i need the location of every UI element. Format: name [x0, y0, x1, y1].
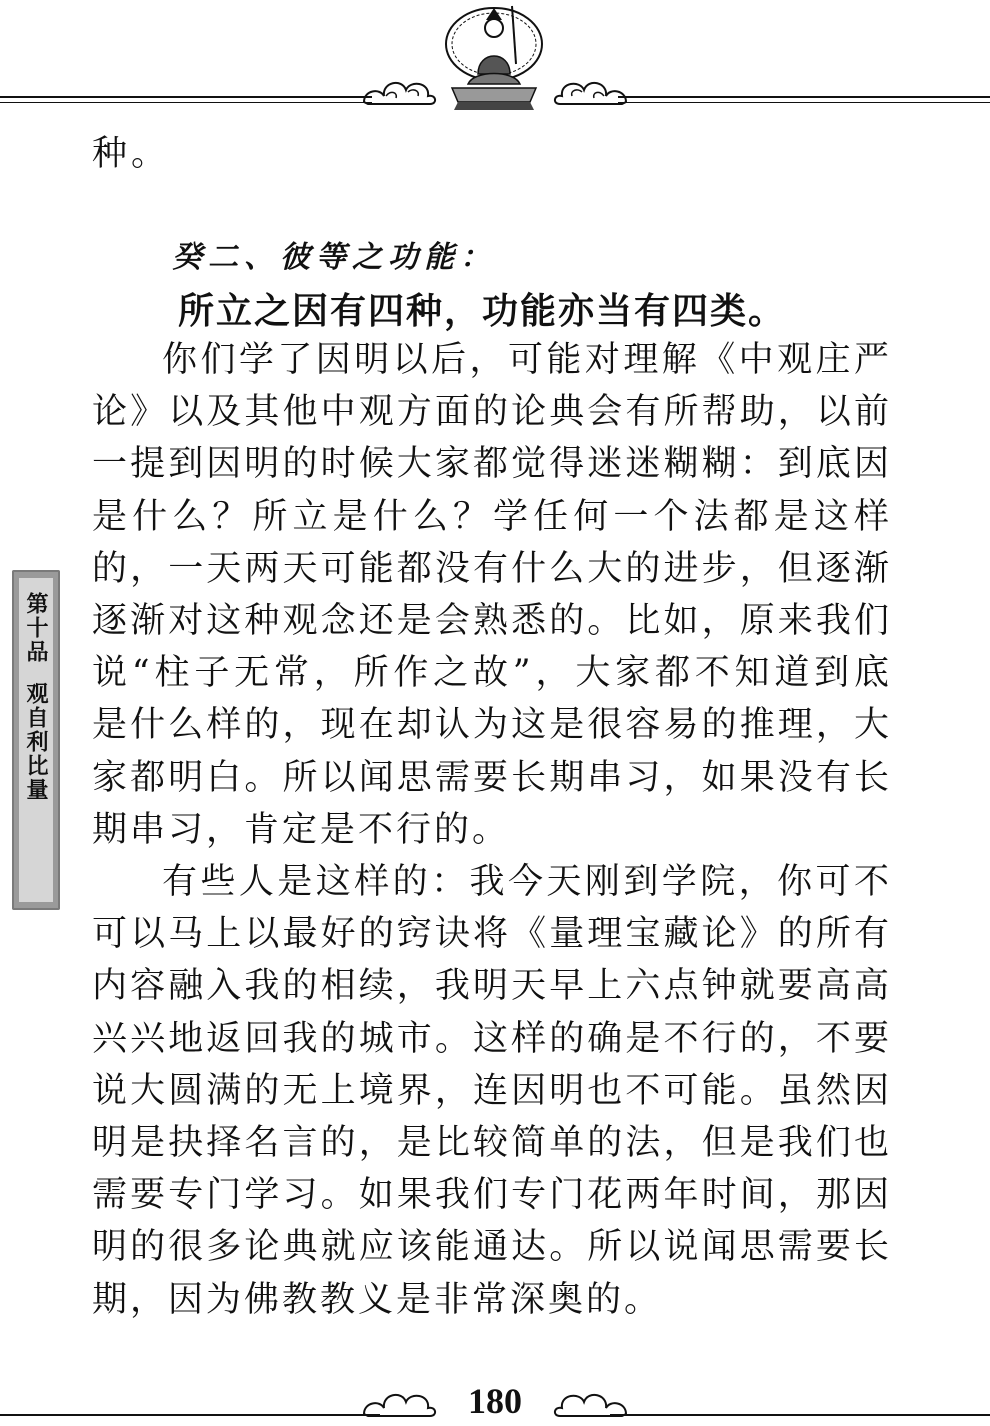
header-rule-right: [618, 96, 990, 98]
cloud-left-icon: [360, 72, 440, 108]
chapter-side-tab-inner: [19, 578, 53, 902]
chapter-number: 第十品: [23, 592, 49, 664]
header-rule-left: [0, 96, 372, 98]
page-header: [0, 0, 990, 120]
previous-line-end: 种。: [92, 134, 171, 174]
page-number: 180: [468, 1381, 522, 1421]
verse-line: 所立之因有四种，功能亦当有四类。: [178, 291, 787, 332]
header-rule-left-2: [0, 102, 372, 103]
section-heading: 癸二、彼等之功能：: [172, 240, 496, 275]
paragraph: 你们学了因明以后，可能对理解《中观庄严论》以及其他中观方面的论典会有所帮助，以前一提到因明的时候大家都觉得迷迷糊糊：到底因是什么？所立是什么？学任何一个法都是这样的，一天两天可能都没有什么大的进步，但逐渐逐渐对这种观念还是会熟悉的。比如，原来我们说“柱子无常，所作之故”，大家都不知道到底是什么样的，现在却认为这是很容易的推理，大家都明白。所以闻思需要长期串习，如果没有长期串习，肯定是不行的。: [92, 340, 892, 850]
chapter-side-tab: [12, 570, 60, 910]
chapter-title: 观自利比量: [23, 682, 49, 802]
padmasambhava-figure-icon: [438, 4, 550, 112]
paragraph: 有些人是这样的：我今天刚到学院，你可不可以马上以最好的窍诀将《量理宝藏论》的所有内容融入我的相续，我明天早上六点钟就要高高兴兴地返回我的城市。这样的确是不行的，不要说大圆满的无上境界，连因明也不可能。虽然因明是抉择名言的，是比较简单的法，但是我们也需要专门学习。如果我们专门花两年时间，那因明的很多论典就应该能通达。所以说闻思需要长期，因为佛教教义是非常深奥的。: [92, 862, 892, 1320]
cloud-right-icon: [550, 72, 630, 108]
header-rule-right-2: [618, 102, 990, 103]
